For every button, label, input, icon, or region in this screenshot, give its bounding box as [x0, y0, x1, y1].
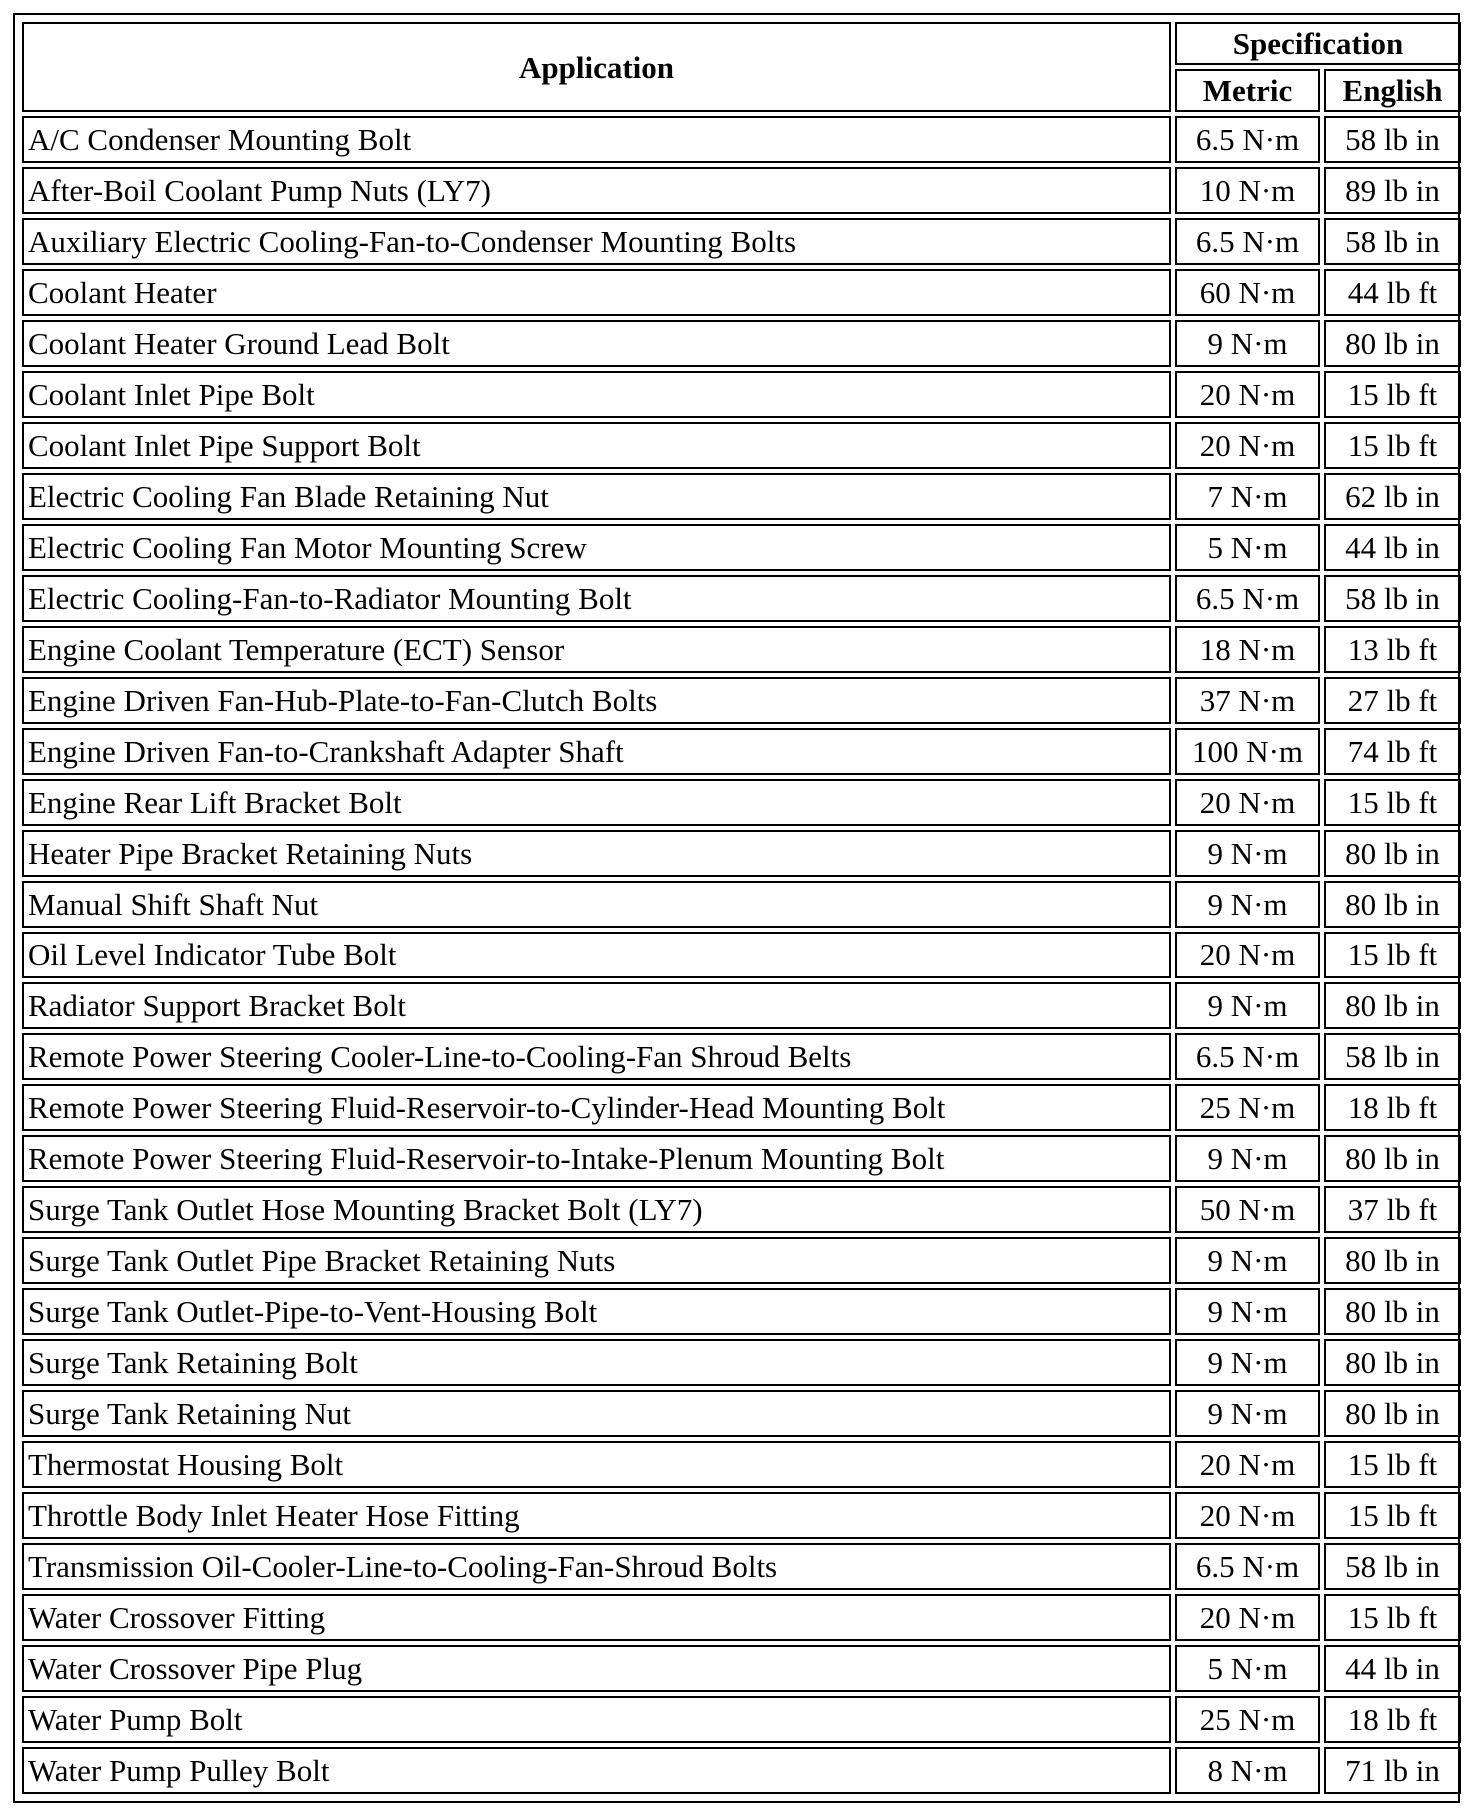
- cell-application: Coolant Inlet Pipe Support Bolt: [22, 422, 1171, 469]
- table-row: [22, 1390, 1461, 1437]
- cell-english: 58 lb in: [1324, 218, 1461, 265]
- table-row: [22, 1747, 1461, 1794]
- cell-application: Electric Cooling Fan Blade Retaining Nut: [22, 473, 1171, 520]
- cell-metric: 6.5 N·m: [1175, 116, 1320, 163]
- cell-english: 71 lb in: [1324, 1747, 1461, 1794]
- table-row: [22, 1186, 1461, 1233]
- cell-english: 80 lb in: [1324, 881, 1461, 928]
- cell-english: 15 lb ft: [1324, 1492, 1461, 1539]
- table-row: [22, 116, 1461, 163]
- cell-application: Surge Tank Outlet Hose Mounting Bracket Bolt (LY7): [22, 1186, 1171, 1233]
- table-row: [22, 269, 1461, 316]
- cell-metric: 9 N·m: [1175, 881, 1320, 928]
- cell-application: Remote Power Steering Fluid-Reservoir-to-Intake-Plenum Mounting Bolt: [22, 1135, 1171, 1182]
- cell-application: Throttle Body Inlet Heater Hose Fitting: [22, 1492, 1171, 1539]
- table-row: [22, 982, 1461, 1029]
- cell-english: 15 lb ft: [1324, 422, 1461, 469]
- table-row: [22, 1288, 1461, 1335]
- cell-metric: 6.5 N·m: [1175, 575, 1320, 622]
- cell-application: Electric Cooling Fan Motor Mounting Screw: [22, 524, 1171, 571]
- cell-application: Water Pump Pulley Bolt: [22, 1747, 1171, 1794]
- cell-english: 80 lb in: [1324, 1135, 1461, 1182]
- cell-application: Remote Power Steering Cooler-Line-to-Cooling-Fan Shroud Belts: [22, 1033, 1171, 1080]
- table-row: [22, 422, 1461, 469]
- header-metric: Metric: [1175, 69, 1320, 112]
- cell-english: 15 lb ft: [1324, 779, 1461, 826]
- cell-english: 80 lb in: [1324, 982, 1461, 1029]
- table-row: [22, 728, 1461, 775]
- table-row: [22, 677, 1461, 724]
- cell-english: 15 lb ft: [1324, 1594, 1461, 1641]
- cell-metric: 20 N·m: [1175, 1594, 1320, 1641]
- cell-metric: 5 N·m: [1175, 524, 1320, 571]
- table-row: [22, 1237, 1461, 1284]
- table-row: [22, 1696, 1461, 1743]
- cell-english: 44 lb in: [1324, 1645, 1461, 1692]
- cell-metric: 9 N·m: [1175, 320, 1320, 367]
- cell-application: After-Boil Coolant Pump Nuts (LY7): [22, 167, 1171, 214]
- table-row: [22, 1492, 1461, 1539]
- cell-english: 80 lb in: [1324, 1288, 1461, 1335]
- cell-application: Electric Cooling-Fan-to-Radiator Mounting Bolt: [22, 575, 1171, 622]
- table-row: [22, 524, 1461, 571]
- table-row: [22, 1543, 1461, 1590]
- table-row: [22, 575, 1461, 622]
- cell-english: 27 lb ft: [1324, 677, 1461, 724]
- cell-application: Oil Level Indicator Tube Bolt: [22, 932, 1171, 979]
- table-row: [22, 1441, 1461, 1488]
- cell-english: 80 lb in: [1324, 830, 1461, 877]
- table-row: [22, 320, 1461, 367]
- cell-metric: 9 N·m: [1175, 1135, 1320, 1182]
- cell-english: 58 lb in: [1324, 1543, 1461, 1590]
- cell-english: 58 lb in: [1324, 575, 1461, 622]
- cell-english: 44 lb in: [1324, 524, 1461, 571]
- cell-metric: 60 N·m: [1175, 269, 1320, 316]
- cell-application: Engine Driven Fan-to-Crankshaft Adapter Shaft: [22, 728, 1171, 775]
- table-row: [22, 1594, 1461, 1641]
- cell-english: 15 lb ft: [1324, 371, 1461, 418]
- spec-table-frame: [13, 13, 1460, 1803]
- cell-application: A/C Condenser Mounting Bolt: [22, 116, 1171, 163]
- table-row: [22, 371, 1461, 418]
- cell-metric: 37 N·m: [1175, 677, 1320, 724]
- table-row: [22, 779, 1461, 826]
- cell-english: 80 lb in: [1324, 1339, 1461, 1386]
- cell-english: 80 lb in: [1324, 320, 1461, 367]
- cell-metric: 9 N·m: [1175, 1390, 1320, 1437]
- cell-english: 58 lb in: [1324, 116, 1461, 163]
- cell-english: 74 lb ft: [1324, 728, 1461, 775]
- cell-metric: 8 N·m: [1175, 1747, 1320, 1794]
- cell-metric: 7 N·m: [1175, 473, 1320, 520]
- cell-english: 80 lb in: [1324, 1237, 1461, 1284]
- cell-application: Remote Power Steering Fluid-Reservoir-to-Cylinder-Head Mounting Bolt: [22, 1084, 1171, 1131]
- cell-application: Coolant Inlet Pipe Bolt: [22, 371, 1171, 418]
- table-row: [22, 218, 1461, 265]
- table-row: [22, 1084, 1461, 1131]
- cell-metric: 9 N·m: [1175, 1288, 1320, 1335]
- table-row: [22, 1645, 1461, 1692]
- cell-english: 44 lb ft: [1324, 269, 1461, 316]
- cell-english: 18 lb ft: [1324, 1696, 1461, 1743]
- table-row: [22, 626, 1461, 673]
- cell-application: Surge Tank Retaining Nut: [22, 1390, 1171, 1437]
- header-specification: Specification: [1175, 22, 1461, 65]
- cell-english: 80 lb in: [1324, 1390, 1461, 1437]
- cell-english: 58 lb in: [1324, 1033, 1461, 1080]
- cell-english: 62 lb in: [1324, 473, 1461, 520]
- table-row: [22, 1033, 1461, 1080]
- cell-application: Thermostat Housing Bolt: [22, 1441, 1171, 1488]
- cell-application: Coolant Heater Ground Lead Bolt: [22, 320, 1171, 367]
- cell-application: Coolant Heater: [22, 269, 1171, 316]
- table-row: [22, 830, 1461, 877]
- table-row: [22, 167, 1461, 214]
- cell-metric: 5 N·m: [1175, 1645, 1320, 1692]
- cell-metric: 50 N·m: [1175, 1186, 1320, 1233]
- cell-metric: 20 N·m: [1175, 422, 1320, 469]
- cell-application: Surge Tank Retaining Bolt: [22, 1339, 1171, 1386]
- header-english: English: [1324, 69, 1461, 112]
- cell-metric: 6.5 N·m: [1175, 1543, 1320, 1590]
- cell-application: Engine Coolant Temperature (ECT) Sensor: [22, 626, 1171, 673]
- cell-application: Transmission Oil-Cooler-Line-to-Cooling-Fan-Shroud Bolts: [22, 1543, 1171, 1590]
- header-row-top: [22, 22, 1461, 65]
- cell-application: Heater Pipe Bracket Retaining Nuts: [22, 830, 1171, 877]
- cell-application: Engine Driven Fan-Hub-Plate-to-Fan-Clutch Bolts: [22, 677, 1171, 724]
- cell-english: 15 lb ft: [1324, 932, 1461, 979]
- cell-metric: 9 N·m: [1175, 1339, 1320, 1386]
- cell-metric: 18 N·m: [1175, 626, 1320, 673]
- cell-metric: 20 N·m: [1175, 932, 1320, 979]
- cell-application: Water Crossover Fitting: [22, 1594, 1171, 1641]
- cell-metric: 100 N·m: [1175, 728, 1320, 775]
- cell-english: 37 lb ft: [1324, 1186, 1461, 1233]
- cell-metric: 25 N·m: [1175, 1696, 1320, 1743]
- spec-table-body: [22, 116, 1461, 1794]
- table-row: [22, 1339, 1461, 1386]
- cell-metric: 20 N·m: [1175, 1441, 1320, 1488]
- cell-metric: 6.5 N·m: [1175, 218, 1320, 265]
- cell-application: Radiator Support Bracket Bolt: [22, 982, 1171, 1029]
- cell-application: Surge Tank Outlet Pipe Bracket Retaining Nuts: [22, 1237, 1171, 1284]
- cell-metric: 6.5 N·m: [1175, 1033, 1320, 1080]
- cell-english: 13 lb ft: [1324, 626, 1461, 673]
- cell-english: 15 lb ft: [1324, 1441, 1461, 1488]
- cell-application: Auxiliary Electric Cooling-Fan-to-Condenser Mounting Bolts: [22, 218, 1171, 265]
- cell-application: Water Pump Bolt: [22, 1696, 1171, 1743]
- cell-application: Water Crossover Pipe Plug: [22, 1645, 1171, 1692]
- table-row: [22, 881, 1461, 928]
- cell-metric: 20 N·m: [1175, 779, 1320, 826]
- torque-spec-table: [18, 18, 1465, 1798]
- cell-application: Engine Rear Lift Bracket Bolt: [22, 779, 1171, 826]
- table-row: [22, 1135, 1461, 1182]
- cell-metric: 9 N·m: [1175, 982, 1320, 1029]
- cell-metric: 25 N·m: [1175, 1084, 1320, 1131]
- cell-metric: 20 N·m: [1175, 371, 1320, 418]
- cell-english: 89 lb in: [1324, 167, 1461, 214]
- cell-application: Manual Shift Shaft Nut: [22, 881, 1171, 928]
- cell-metric: 10 N·m: [1175, 167, 1320, 214]
- table-row: [22, 932, 1461, 979]
- cell-application: Surge Tank Outlet-Pipe-to-Vent-Housing Bolt: [22, 1288, 1171, 1335]
- table-row: [22, 473, 1461, 520]
- header-application: Application: [22, 22, 1171, 112]
- cell-english: 18 lb ft: [1324, 1084, 1461, 1131]
- cell-metric: 9 N·m: [1175, 830, 1320, 877]
- cell-metric: 20 N·m: [1175, 1492, 1320, 1539]
- cell-metric: 9 N·m: [1175, 1237, 1320, 1284]
